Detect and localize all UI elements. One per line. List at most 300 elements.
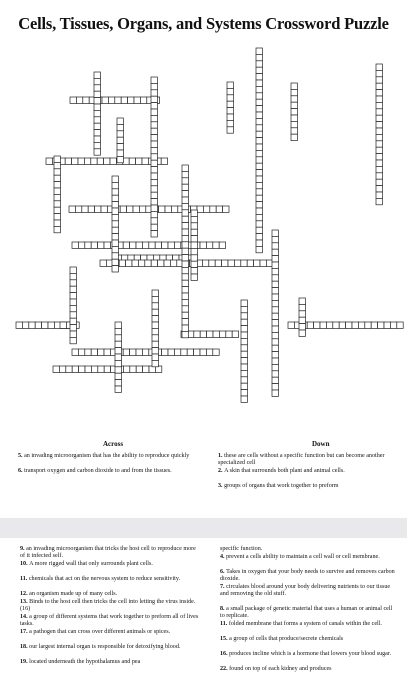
grid-cell[interactable] [132, 260, 138, 266]
grid-cell[interactable] [376, 141, 382, 147]
grid-cell[interactable] [256, 176, 262, 182]
grid-cell[interactable] [174, 349, 180, 355]
grid-cell[interactable] [151, 192, 157, 198]
grid-cell[interactable] [182, 191, 188, 197]
grid-cell[interactable] [151, 160, 157, 166]
grid-cell[interactable] [191, 242, 197, 248]
grid-cell[interactable] [182, 210, 188, 216]
grid-cell[interactable] [272, 339, 278, 345]
grid-cell[interactable] [256, 86, 262, 92]
grid-cell[interactable] [182, 306, 188, 312]
grid-cell[interactable] [241, 383, 247, 389]
grid-cell[interactable] [291, 83, 297, 89]
grid-cell[interactable] [98, 242, 104, 248]
grid-cell[interactable] [191, 274, 197, 280]
grid-cell[interactable] [260, 260, 266, 266]
grid-cell[interactable] [376, 198, 382, 204]
grid-cell[interactable] [151, 122, 157, 128]
grid-cell[interactable] [151, 218, 157, 224]
grid-cell[interactable] [376, 154, 382, 160]
grid-cell[interactable] [376, 147, 382, 153]
grid-cell[interactable] [54, 220, 60, 226]
grid-cell[interactable] [94, 98, 100, 104]
grid-cell[interactable] [191, 223, 197, 229]
grid-cell[interactable] [70, 318, 76, 324]
grid-cell[interactable] [291, 89, 297, 95]
grid-cell[interactable] [256, 112, 262, 118]
grid-cell[interactable] [197, 206, 203, 212]
grid-cell[interactable] [182, 293, 188, 299]
grid-cell[interactable] [182, 255, 188, 261]
grid-cell[interactable] [206, 242, 212, 248]
grid-cell[interactable] [151, 103, 157, 109]
grid-cell[interactable] [376, 186, 382, 192]
grid-cell[interactable] [256, 150, 262, 156]
grid-cell[interactable] [376, 77, 382, 83]
grid-cell[interactable] [241, 332, 247, 338]
grid-cell[interactable] [136, 158, 142, 164]
grid-cell[interactable] [70, 273, 76, 279]
grid-cell[interactable] [272, 345, 278, 351]
grid-cell[interactable] [256, 67, 262, 73]
grid-cell[interactable] [227, 127, 233, 133]
grid-cell[interactable] [115, 373, 121, 379]
grid-cell[interactable] [376, 109, 382, 115]
grid-cell[interactable] [117, 118, 123, 124]
grid-cell[interactable] [254, 260, 260, 266]
grid-cell[interactable] [182, 299, 188, 305]
grid-cell[interactable] [202, 260, 208, 266]
grid-cell[interactable] [213, 331, 219, 337]
grid-cell[interactable] [299, 330, 305, 336]
grid-cell[interactable] [70, 325, 76, 331]
grid-cell[interactable] [376, 166, 382, 172]
grid-cell[interactable] [70, 293, 76, 299]
grid-cell[interactable] [234, 260, 240, 266]
grid-cell[interactable] [151, 167, 157, 173]
grid-cell[interactable] [171, 206, 177, 212]
grid-cell[interactable] [151, 199, 157, 205]
grid-cell[interactable] [115, 328, 121, 334]
grid-cell[interactable] [94, 104, 100, 110]
grid-cell[interactable] [256, 240, 262, 246]
grid-cell[interactable] [256, 227, 262, 233]
grid-cell[interactable] [152, 316, 158, 322]
grid-cell[interactable] [119, 260, 125, 266]
grid-cell[interactable] [272, 384, 278, 390]
grid-cell[interactable] [94, 136, 100, 142]
grid-cell[interactable] [130, 242, 136, 248]
grid-cell[interactable] [75, 206, 81, 212]
grid-cell[interactable] [161, 158, 167, 164]
grid-cell[interactable] [82, 206, 88, 212]
grid-cell[interactable] [194, 331, 200, 337]
grid-cell[interactable] [142, 349, 148, 355]
grid-cell[interactable] [256, 246, 262, 252]
grid-cell[interactable] [70, 331, 76, 337]
grid-cell[interactable] [168, 242, 174, 248]
grid-cell[interactable] [76, 97, 82, 103]
grid-cell[interactable] [142, 158, 148, 164]
grid-cell[interactable] [291, 96, 297, 102]
grid-cell[interactable] [376, 70, 382, 76]
grid-cell[interactable] [272, 313, 278, 319]
grid-cell[interactable] [376, 160, 382, 166]
grid-cell[interactable] [84, 158, 90, 164]
grid-cell[interactable] [91, 242, 97, 248]
grid-cell[interactable] [272, 249, 278, 255]
grid-cell[interactable] [112, 221, 118, 227]
grid-cell[interactable] [174, 242, 180, 248]
grid-cell[interactable] [210, 206, 216, 212]
grid-cell[interactable] [152, 328, 158, 334]
grid-cell[interactable] [151, 186, 157, 192]
grid-cell[interactable] [115, 386, 121, 392]
grid-cell[interactable] [104, 366, 110, 372]
grid-cell[interactable] [200, 349, 206, 355]
grid-cell[interactable] [54, 194, 60, 200]
grid-cell[interactable] [333, 322, 339, 328]
grid-cell[interactable] [115, 97, 121, 103]
grid-cell[interactable] [164, 260, 170, 266]
grid-cell[interactable] [376, 128, 382, 134]
grid-cell[interactable] [241, 390, 247, 396]
grid-cell[interactable] [112, 214, 118, 220]
grid-cell[interactable] [256, 163, 262, 169]
grid-cell[interactable] [376, 192, 382, 198]
grid-cell[interactable] [101, 206, 107, 212]
grid-cell[interactable] [151, 173, 157, 179]
grid-cell[interactable] [182, 331, 188, 337]
grid-cell[interactable] [182, 203, 188, 209]
grid-cell[interactable] [112, 202, 118, 208]
grid-cell[interactable] [54, 175, 60, 181]
grid-cell[interactable] [209, 260, 215, 266]
grid-cell[interactable] [256, 99, 262, 105]
grid-cell[interactable] [215, 260, 221, 266]
grid-cell[interactable] [227, 95, 233, 101]
grid-cell[interactable] [85, 242, 91, 248]
grid-cell[interactable] [48, 322, 54, 328]
grid-cell[interactable] [256, 202, 262, 208]
grid-cell[interactable] [54, 201, 60, 207]
grid-cell[interactable] [365, 322, 371, 328]
grid-cell[interactable] [182, 216, 188, 222]
grid-cell[interactable] [397, 322, 403, 328]
grid-cell[interactable] [108, 97, 114, 103]
grid-cell[interactable] [291, 128, 297, 134]
grid-cell[interactable] [66, 366, 72, 372]
grid-cell[interactable] [272, 358, 278, 364]
grid-cell[interactable] [272, 262, 278, 268]
grid-cell[interactable] [376, 64, 382, 70]
grid-cell[interactable] [70, 312, 76, 318]
grid-cell[interactable] [112, 182, 118, 188]
grid-cell[interactable] [151, 147, 157, 153]
grid-cell[interactable] [256, 208, 262, 214]
grid-cell[interactable] [226, 331, 232, 337]
grid-cell[interactable] [54, 188, 60, 194]
grid-cell[interactable] [152, 296, 158, 302]
grid-cell[interactable] [256, 74, 262, 80]
grid-cell[interactable] [91, 366, 97, 372]
grid-cell[interactable] [115, 322, 121, 328]
grid-cell[interactable] [70, 337, 76, 343]
grid-cell[interactable] [79, 366, 85, 372]
grid-cell[interactable] [16, 322, 22, 328]
grid-cell[interactable] [181, 349, 187, 355]
grid-cell[interactable] [115, 348, 121, 354]
grid-cell[interactable] [115, 360, 121, 366]
grid-cell[interactable] [241, 260, 247, 266]
grid-cell[interactable] [241, 306, 247, 312]
grid-cell[interactable] [227, 101, 233, 107]
grid-cell[interactable] [152, 303, 158, 309]
grid-cell[interactable] [129, 158, 135, 164]
grid-cell[interactable] [70, 280, 76, 286]
grid-cell[interactable] [256, 157, 262, 163]
grid-cell[interactable] [151, 141, 157, 147]
grid-cell[interactable] [241, 351, 247, 357]
grid-cell[interactable] [133, 206, 139, 212]
grid-cell[interactable] [200, 242, 206, 248]
grid-cell[interactable] [112, 234, 118, 240]
grid-cell[interactable] [70, 267, 76, 273]
grid-cell[interactable] [272, 332, 278, 338]
grid-cell[interactable] [272, 364, 278, 370]
grid-cell[interactable] [94, 72, 100, 78]
grid-cell[interactable] [241, 338, 247, 344]
grid-cell[interactable] [112, 266, 118, 272]
grid-cell[interactable] [97, 158, 103, 164]
grid-cell[interactable] [182, 235, 188, 241]
grid-cell[interactable] [54, 182, 60, 188]
grid-cell[interactable] [272, 390, 278, 396]
grid-cell[interactable] [112, 240, 118, 246]
grid-cell[interactable] [110, 158, 116, 164]
grid-cell[interactable] [35, 322, 41, 328]
grid-cell[interactable] [191, 229, 197, 235]
grid-cell[interactable] [115, 380, 121, 386]
grid-cell[interactable] [72, 349, 78, 355]
grid-cell[interactable] [128, 97, 134, 103]
grid-cell[interactable] [88, 206, 94, 212]
grid-cell[interactable] [151, 224, 157, 230]
grid-cell[interactable] [307, 322, 313, 328]
grid-cell[interactable] [256, 214, 262, 220]
grid-cell[interactable] [227, 88, 233, 94]
grid-cell[interactable] [376, 173, 382, 179]
grid-cell[interactable] [241, 313, 247, 319]
grid-cell[interactable] [256, 118, 262, 124]
grid-cell[interactable] [247, 260, 253, 266]
grid-cell[interactable] [352, 322, 358, 328]
grid-cell[interactable] [256, 138, 262, 144]
grid-cell[interactable] [136, 242, 142, 248]
grid-cell[interactable] [191, 261, 197, 267]
grid-cell[interactable] [94, 117, 100, 123]
grid-cell[interactable] [115, 341, 121, 347]
grid-cell[interactable] [136, 366, 142, 372]
grid-cell[interactable] [78, 158, 84, 164]
grid-cell[interactable] [142, 242, 148, 248]
grid-cell[interactable] [256, 131, 262, 137]
grid-cell[interactable] [227, 82, 233, 88]
grid-cell[interactable] [151, 83, 157, 89]
grid-cell[interactable] [291, 102, 297, 108]
grid-cell[interactable] [272, 326, 278, 332]
grid-cell[interactable] [53, 366, 59, 372]
grid-cell[interactable] [227, 114, 233, 120]
grid-cell[interactable] [216, 206, 222, 212]
grid-cell[interactable] [256, 182, 262, 188]
grid-cell[interactable] [152, 348, 158, 354]
grid-cell[interactable] [112, 227, 118, 233]
grid-cell[interactable] [117, 156, 123, 162]
grid-cell[interactable] [151, 135, 157, 141]
grid-cell[interactable] [241, 326, 247, 332]
grid-cell[interactable] [272, 243, 278, 249]
grid-cell[interactable] [95, 206, 101, 212]
grid-cell[interactable] [22, 322, 28, 328]
grid-cell[interactable] [46, 158, 52, 164]
grid-cell[interactable] [145, 260, 151, 266]
grid-cell[interactable] [112, 253, 118, 259]
grid-cell[interactable] [98, 349, 104, 355]
grid-cell[interactable] [159, 206, 165, 212]
grid-cell[interactable] [241, 345, 247, 351]
grid-cell[interactable] [346, 322, 352, 328]
grid-cell[interactable] [182, 223, 188, 229]
grid-cell[interactable] [162, 349, 168, 355]
grid-cell[interactable] [151, 231, 157, 237]
grid-cell[interactable] [272, 281, 278, 287]
grid-cell[interactable] [272, 268, 278, 274]
grid-cell[interactable] [91, 158, 97, 164]
grid-cell[interactable] [72, 366, 78, 372]
grid-cell[interactable] [191, 268, 197, 274]
grid-cell[interactable] [191, 255, 197, 261]
grid-cell[interactable] [69, 206, 75, 212]
grid-cell[interactable] [256, 170, 262, 176]
grid-cell[interactable] [54, 156, 60, 162]
grid-cell[interactable] [384, 322, 390, 328]
grid-cell[interactable] [94, 130, 100, 136]
grid-cell[interactable] [288, 322, 294, 328]
grid-cell[interactable] [120, 206, 126, 212]
grid-cell[interactable] [200, 331, 206, 337]
grid-cell[interactable] [299, 324, 305, 330]
grid-cell[interactable] [151, 260, 157, 266]
grid-cell[interactable] [378, 322, 384, 328]
grid-cell[interactable] [272, 230, 278, 236]
grid-cell[interactable] [182, 242, 188, 248]
grid-cell[interactable] [191, 210, 197, 216]
grid-cell[interactable] [228, 260, 234, 266]
grid-cell[interactable] [130, 349, 136, 355]
grid-cell[interactable] [194, 349, 200, 355]
grid-cell[interactable] [182, 184, 188, 190]
grid-cell[interactable] [256, 189, 262, 195]
grid-cell[interactable] [104, 242, 110, 248]
grid-cell[interactable] [151, 96, 157, 102]
grid-cell[interactable] [299, 304, 305, 310]
grid-cell[interactable] [256, 144, 262, 150]
grid-cell[interactable] [256, 106, 262, 112]
grid-cell[interactable] [152, 341, 158, 347]
grid-cell[interactable] [60, 322, 66, 328]
grid-cell[interactable] [207, 331, 213, 337]
grid-cell[interactable] [272, 377, 278, 383]
grid-cell[interactable] [182, 280, 188, 286]
grid-cell[interactable] [272, 307, 278, 313]
grid-cell[interactable] [291, 134, 297, 140]
grid-cell[interactable] [182, 248, 188, 254]
grid-cell[interactable] [151, 90, 157, 96]
grid-cell[interactable] [256, 234, 262, 240]
grid-cell[interactable] [291, 121, 297, 127]
grid-cell[interactable] [70, 97, 76, 103]
grid-cell[interactable] [191, 236, 197, 242]
grid-cell[interactable] [241, 377, 247, 383]
grid-cell[interactable] [94, 142, 100, 148]
grid-cell[interactable] [123, 366, 129, 372]
grid-cell[interactable] [151, 77, 157, 83]
grid-cell[interactable] [219, 242, 225, 248]
grid-cell[interactable] [241, 319, 247, 325]
grid-cell[interactable] [104, 349, 110, 355]
grid-cell[interactable] [100, 260, 106, 266]
grid-cell[interactable] [152, 335, 158, 341]
grid-cell[interactable] [136, 349, 142, 355]
grid-cell[interactable] [170, 260, 176, 266]
grid-cell[interactable] [152, 322, 158, 328]
grid-cell[interactable] [127, 206, 133, 212]
grid-cell[interactable] [54, 207, 60, 213]
grid-cell[interactable] [94, 78, 100, 84]
grid-cell[interactable] [143, 366, 149, 372]
grid-cell[interactable] [112, 208, 118, 214]
grid-cell[interactable] [358, 322, 364, 328]
grid-cell[interactable] [139, 206, 145, 212]
grid-cell[interactable] [182, 287, 188, 293]
grid-cell[interactable] [241, 358, 247, 364]
grid-cell[interactable] [134, 97, 140, 103]
grid-cell[interactable] [182, 325, 188, 331]
grid-cell[interactable] [182, 312, 188, 318]
grid-cell[interactable] [376, 134, 382, 140]
grid-cell[interactable] [117, 150, 123, 156]
grid-cell[interactable] [291, 109, 297, 115]
grid-cell[interactable] [299, 311, 305, 317]
grid-cell[interactable] [151, 205, 157, 211]
grid-cell[interactable] [272, 294, 278, 300]
grid-cell[interactable] [182, 197, 188, 203]
grid-cell[interactable] [117, 131, 123, 137]
grid-cell[interactable] [272, 275, 278, 281]
grid-cell[interactable] [149, 242, 155, 248]
grid-cell[interactable] [256, 125, 262, 131]
grid-cell[interactable] [112, 195, 118, 201]
grid-cell[interactable] [320, 322, 326, 328]
grid-cell[interactable] [78, 242, 84, 248]
grid-cell[interactable] [272, 352, 278, 358]
grid-cell[interactable] [256, 54, 262, 60]
grid-cell[interactable] [376, 102, 382, 108]
grid-cell[interactable] [123, 349, 129, 355]
grid-cell[interactable] [376, 83, 382, 89]
grid-cell[interactable] [54, 226, 60, 232]
